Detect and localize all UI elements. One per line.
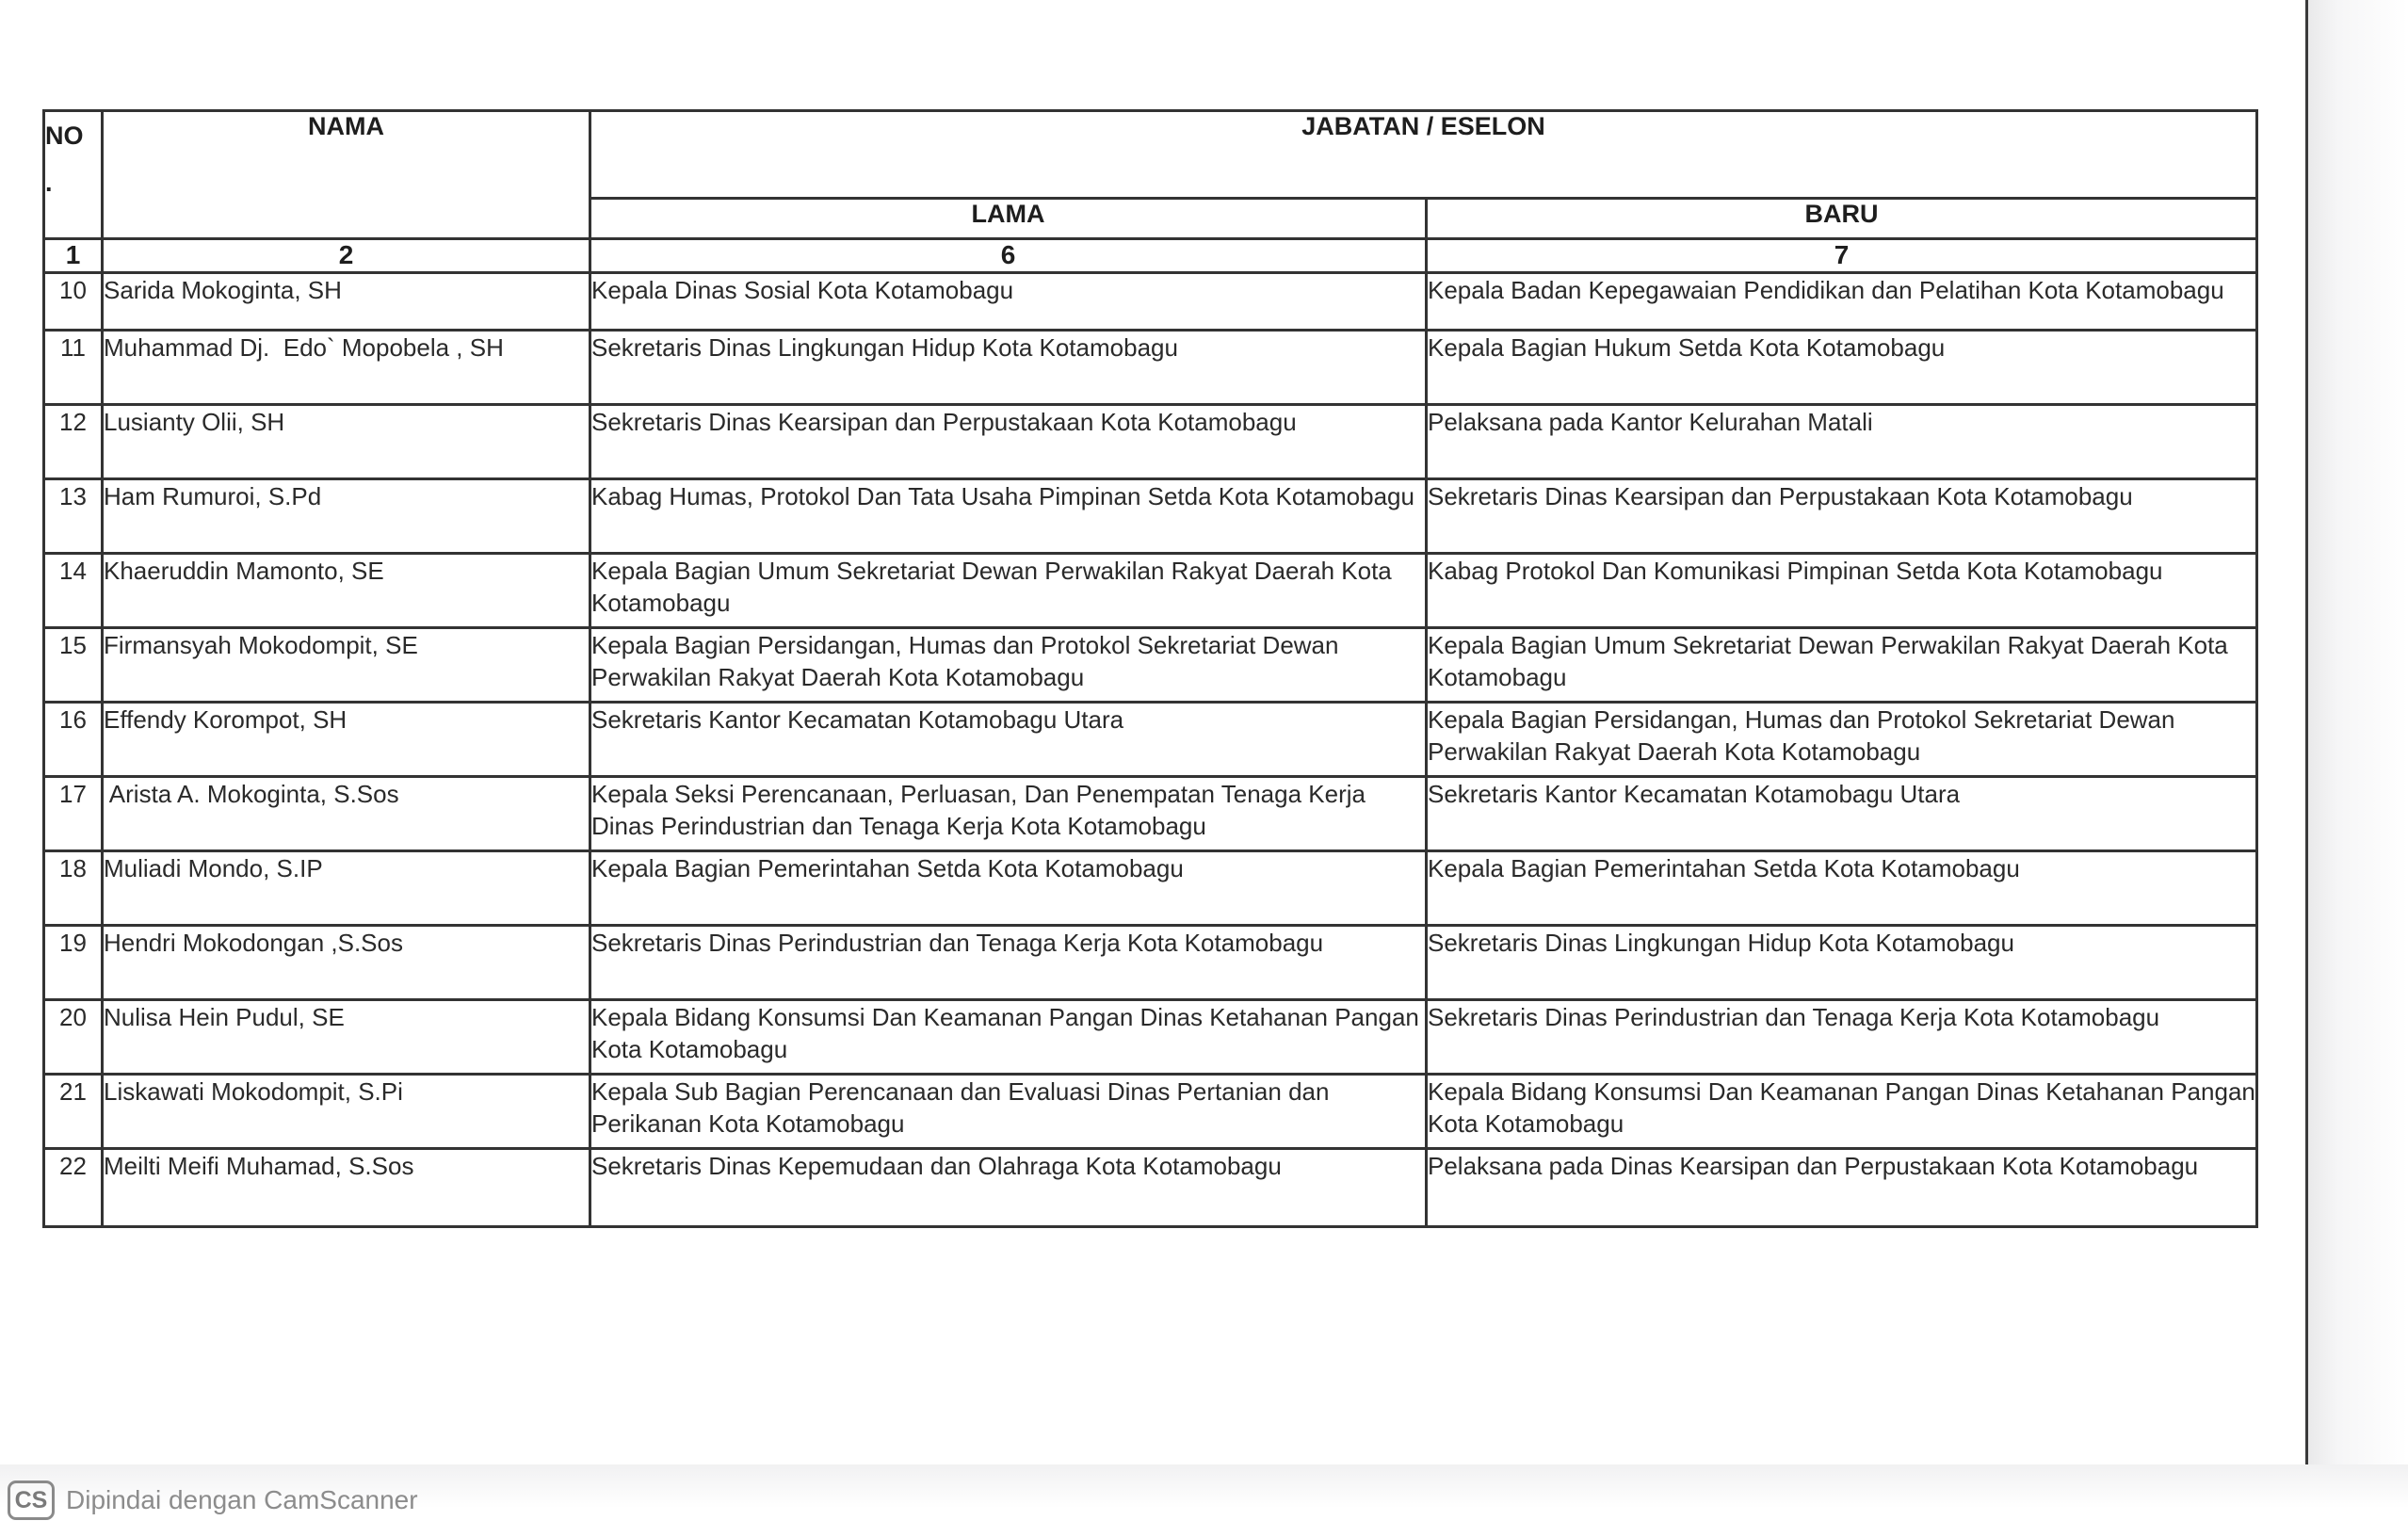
table-row [44,703,2257,777]
row-number: 12 [44,405,103,479]
header-baru: BARU [1427,199,2257,239]
row-nama: Khaeruddin Mamonto, SE [103,554,590,628]
table-row [44,479,2257,554]
table-row [44,554,2257,628]
row-nama: Sarida Mokoginta, SH [103,273,590,331]
row-number: 13 [44,479,103,554]
row-nama: Hendri Mokodongan ,S.Sos [103,926,590,1000]
row-number: 14 [44,554,103,628]
header-no: NO . [44,111,103,239]
row-lama: Kepala Seksi Perencanaan, Perluasan, Dan Penempatan Tenaga Kerja Dinas Perindustrian dan Tenaga Kerja Kota Kotamobagu [590,777,1427,851]
header-jabatan: JABATAN / ESELON [590,111,2257,199]
row-baru: Sekretaris Dinas Lingkungan Hidup Kota Kotamobagu [1427,926,2257,1000]
page-edge-shade [2308,0,2408,1537]
table-row [44,926,2257,1000]
row-lama: Kepala Bidang Konsumsi Dan Keamanan Pangan Dinas Ketahanan Pangan Kota Kotamobagu [590,1000,1427,1075]
table-row [44,628,2257,703]
row-lama: Kepala Bagian Persidangan, Humas dan Protokol Sekretariat Dewan Perwakilan Rakyat Daerah Kota Kotamobagu [590,628,1427,703]
row-number: 22 [44,1149,103,1227]
row-baru: Kepala Bagian Hukum Setda Kota Kotamobagu [1427,331,2257,405]
table-row [44,777,2257,851]
row-number: 11 [44,331,103,405]
row-nama: Arista A. Mokoginta, S.Sos [103,777,590,851]
row-lama: Kabag Humas, Protokol Dan Tata Usaha Pimpinan Setda Kota Kotamobagu [590,479,1427,554]
row-baru: Kepala Bagian Umum Sekretariat Dewan Perwakilan Rakyat Daerah Kota Kotamobagu [1427,628,2257,703]
row-number: 18 [44,851,103,926]
row-number: 15 [44,628,103,703]
table-row [44,405,2257,479]
row-baru: Kepala Bagian Pemerintahan Setda Kota Kotamobagu [1427,851,2257,926]
table-row [44,1000,2257,1075]
row-lama: Kepala Bagian Pemerintahan Setda Kota Kotamobagu [590,851,1427,926]
row-lama: Kepala Dinas Sosial Kota Kotamobagu [590,273,1427,331]
row-nama: Lusianty Olii, SH [103,405,590,479]
watermark-text: Dipindai dengan CamScanner [66,1485,418,1514]
camscanner-icon: CS [8,1480,55,1520]
table-row [44,1075,2257,1149]
row-nama: Liskawati Mokodompit, S.Pi [103,1075,590,1149]
row-lama: Sekretaris Dinas Kearsipan dan Perpustakaan Kota Kotamobagu [590,405,1427,479]
row-nama: Effendy Korompot, SH [103,703,590,777]
row-baru: Kabag Protokol Dan Komunikasi Pimpinan Setda Kota Kotamobagu [1427,554,2257,628]
row-baru: Kepala Badan Kepegawaian Pendidikan dan Pelatihan Kota Kotamobagu [1427,273,2257,331]
row-baru: Sekretaris Dinas Perindustrian dan Tenaga Kerja Kota Kotamobagu [1427,1000,2257,1075]
row-nama: Ham Rumuroi, S.Pd [103,479,590,554]
row-baru: Pelaksana pada Dinas Kearsipan dan Perpustakaan Kota Kotamobagu [1427,1149,2257,1227]
row-nama: Meilti Meifi Muhamad, S.Sos [103,1149,590,1227]
column-number: 1 [44,239,103,273]
row-number: 19 [44,926,103,1000]
row-baru: Sekretaris Dinas Kearsipan dan Perpustakaan Kota Kotamobagu [1427,479,2257,554]
row-nama: Muliadi Mondo, S.IP [103,851,590,926]
column-number: 6 [590,239,1427,273]
row-baru: Kepala Bidang Konsumsi Dan Keamanan Pangan Dinas Ketahanan Pangan Kota Kotamobagu [1427,1075,2257,1149]
row-nama: Firmansyah Mokodompit, SE [103,628,590,703]
row-lama: Kepala Bagian Umum Sekretariat Dewan Perwakilan Rakyat Daerah Kota Kotamobagu [590,554,1427,628]
row-baru: Kepala Bagian Persidangan, Humas dan Protokol Sekretariat Dewan Perwakilan Rakyat Daerah Kota Kotamobagu [1427,703,2257,777]
table-row [44,273,2257,331]
row-number: 17 [44,777,103,851]
row-lama: Sekretaris Dinas Lingkungan Hidup Kota Kotamobagu [590,331,1427,405]
column-number: 2 [103,239,590,273]
row-lama: Sekretaris Kantor Kecamatan Kotamobagu Utara [590,703,1427,777]
row-baru: Sekretaris Kantor Kecamatan Kotamobagu Utara [1427,777,2257,851]
table-row [44,851,2257,926]
row-baru: Pelaksana pada Kantor Kelurahan Matali [1427,405,2257,479]
table-row [44,331,2257,405]
table-row [44,1149,2257,1227]
row-lama: Kepala Sub Bagian Perencanaan dan Evaluasi Dinas Pertanian dan Perikanan Kota Kotamobagu [590,1075,1427,1149]
row-number: 20 [44,1000,103,1075]
header-lama: LAMA [590,199,1427,239]
header-nama: NAMA [103,111,590,239]
row-number: 16 [44,703,103,777]
row-lama: Sekretaris Dinas Perindustrian dan Tenaga Kerja Kota Kotamobagu [590,926,1427,1000]
row-nama: Nulisa Hein Pudul, SE [103,1000,590,1075]
row-number: 10 [44,273,103,331]
row-nama: Muhammad Dj. Edo` Mopobela , SH [103,331,590,405]
mutation-table [42,109,2258,1228]
row-lama: Sekretaris Dinas Kepemudaan dan Olahraga Kota Kotamobagu [590,1149,1427,1227]
row-number: 21 [44,1075,103,1149]
camscanner-watermark [8,1480,418,1520]
page-edge [2305,0,2308,1464]
column-number: 7 [1427,239,2257,273]
